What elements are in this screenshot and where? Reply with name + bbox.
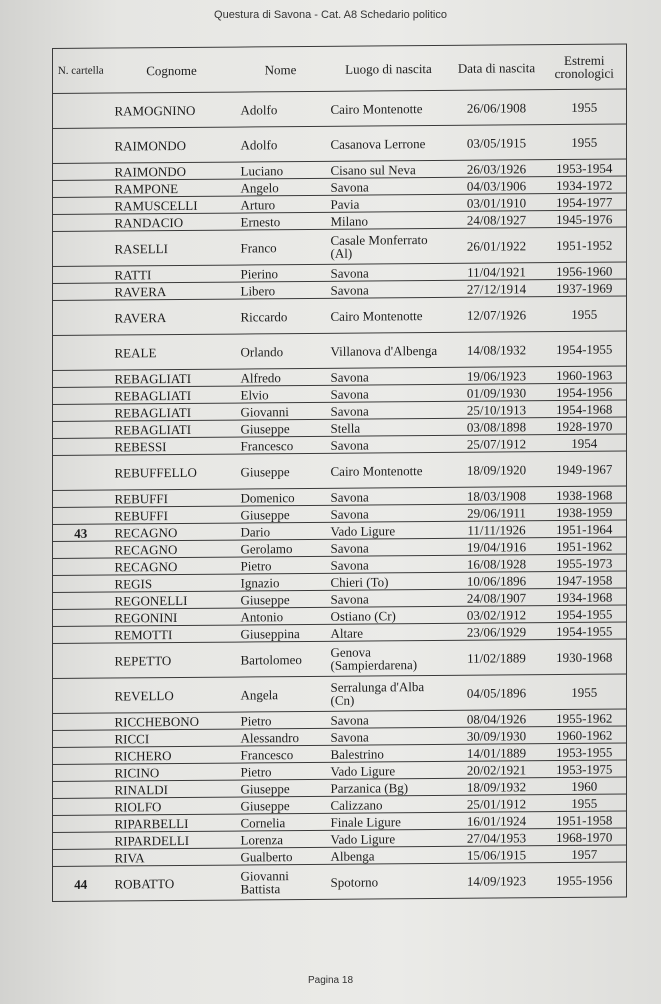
- cell-luogo: Stella: [327, 418, 451, 436]
- cell-nome: Dario: [235, 522, 327, 540]
- cell-nome: Antonio: [235, 607, 327, 625]
- cell-cognome: RECAGNO: [109, 523, 235, 541]
- cell-nome: Libero: [235, 281, 327, 299]
- cell-data: 18/03/1908: [451, 487, 543, 505]
- cell-cognome: REBESSI: [109, 437, 235, 455]
- cell-data: 25/07/1912: [451, 435, 543, 453]
- cell-nome: Francesco: [235, 436, 327, 454]
- cell-n: [53, 163, 109, 180]
- cell-n: [53, 214, 109, 231]
- table-row: [53, 296, 627, 336]
- cell-luogo: Villanova d'Albenga: [327, 332, 451, 368]
- cell-estremi: 1954-1977: [543, 193, 627, 211]
- cell-data: 14/08/1932: [451, 332, 543, 368]
- cell-n: [53, 197, 109, 214]
- cell-cognome: RAIMONDO: [109, 162, 235, 180]
- cell-cognome: REGONELLI: [109, 591, 235, 609]
- cell-cognome: RAVERA: [109, 299, 235, 335]
- cell-nome: Luciano: [235, 161, 327, 179]
- cell-luogo: Savona: [327, 504, 451, 522]
- cell-n: [53, 93, 109, 128]
- cell-cognome: ROBATTO: [109, 865, 235, 901]
- cell-cognome: REBAGLIATI: [109, 386, 235, 404]
- cell-data: 24/08/1907: [451, 589, 543, 607]
- cell-nome: Francesco: [235, 745, 327, 763]
- cell-nome: Alessandro: [235, 728, 327, 746]
- cell-nome: Orlando: [235, 333, 327, 369]
- cell-data: 20/02/1921: [451, 761, 543, 779]
- cell-nome: Giuseppe: [235, 419, 327, 437]
- cell-estremi: 1954-1955: [543, 605, 627, 623]
- cell-nome: Lorenza: [235, 830, 327, 848]
- cell-estremi: 1960-1963: [543, 366, 627, 384]
- cell-data: 03/05/1915: [451, 125, 543, 161]
- cell-n: [53, 626, 109, 643]
- cell-cognome: RAIMONDO: [109, 127, 235, 163]
- cell-estremi: 1928-1970: [543, 417, 627, 435]
- cell-estremi: 1955-1962: [543, 709, 627, 727]
- cell-nome: Pietro: [235, 711, 327, 729]
- table-body: [53, 89, 627, 902]
- cell-data: 15/06/1915: [451, 846, 543, 864]
- page-footer: Pagina 18: [307, 975, 354, 986]
- cell-cognome: RIOLFO: [109, 797, 235, 815]
- cell-n: [53, 283, 109, 300]
- cell-luogo: Casale Monferrato (Al): [327, 228, 451, 264]
- cell-cognome: RAVERA: [109, 282, 235, 300]
- table-row: [53, 331, 627, 371]
- cell-luogo: Pavia: [327, 194, 451, 212]
- cell-estremi: 1947-1958: [543, 571, 627, 589]
- cell-estremi: 1938-1968: [543, 486, 627, 504]
- table-row: [53, 89, 627, 129]
- cell-n: [53, 558, 109, 575]
- cell-luogo: Ostiano (Cr): [327, 606, 451, 624]
- cell-nome: Alfredo: [235, 368, 327, 386]
- cell-n: [53, 507, 109, 524]
- cell-data: 11/11/1926: [451, 521, 543, 539]
- cell-cognome: RICINO: [109, 763, 235, 781]
- cell-estremi: 1957: [543, 845, 627, 863]
- cell-nome: Giuseppe: [235, 796, 327, 814]
- cell-nome: Angela: [235, 676, 327, 712]
- cell-estremi: 1938-1959: [543, 503, 627, 521]
- cell-cognome: REBAGLIATI: [109, 403, 235, 421]
- cell-estremi: 1949-1967: [543, 451, 627, 487]
- table-row: [53, 674, 627, 714]
- cell-luogo: Savona: [327, 177, 451, 195]
- cell-nome: Ernesto: [235, 212, 327, 230]
- cell-data: 25/01/1912: [451, 795, 543, 813]
- cell-estremi: 1954: [543, 434, 627, 452]
- cell-data: 24/08/1927: [451, 211, 543, 229]
- cell-luogo: Vado Ligure: [327, 521, 451, 539]
- cell-luogo: Savona: [327, 487, 451, 505]
- cell-data: 25/10/1913: [451, 401, 543, 419]
- cell-estremi: 1955-1973: [543, 554, 627, 572]
- cell-cognome: RICCHEBONO: [109, 712, 235, 730]
- register-table-wrap: [52, 48, 626, 902]
- cell-n: [53, 815, 109, 832]
- cell-estremi: 1953-1975: [543, 760, 627, 778]
- cell-luogo: Savona: [327, 384, 451, 402]
- col-header-estremi: Estremi cronologici: [543, 44, 627, 90]
- cell-luogo: Savona: [327, 589, 451, 607]
- cell-data: 16/08/1928: [451, 555, 543, 573]
- cell-estremi: 1960-1962: [543, 726, 627, 744]
- cell-estremi: 1930-1968: [543, 639, 627, 675]
- cell-luogo: Cairo Montenotte: [327, 90, 451, 126]
- cell-cognome: REBUFFI: [109, 489, 235, 507]
- table-row: [53, 639, 627, 679]
- cell-estremi: 1955: [543, 794, 627, 812]
- cell-estremi: 1956-1960: [543, 262, 627, 280]
- cell-cognome: REGIS: [109, 574, 235, 592]
- cell-nome: Gualberto: [235, 847, 327, 865]
- cell-data: 10/06/1896: [451, 572, 543, 590]
- col-header-luogo: Luogo di nascita: [327, 45, 451, 91]
- cell-data: 23/06/1929: [451, 623, 543, 641]
- cell-data: 27/12/1914: [451, 280, 543, 298]
- cell-data: 14/09/1923: [451, 863, 543, 899]
- cell-nome: Gerolamo: [235, 539, 327, 557]
- cell-data: 04/05/1896: [451, 675, 543, 711]
- cell-luogo: Vado Ligure: [327, 829, 451, 847]
- cell-n: [53, 438, 109, 455]
- cell-n: [53, 128, 109, 163]
- cell-n: [53, 490, 109, 507]
- cell-n: [53, 335, 109, 370]
- cell-nome: Angelo: [235, 178, 327, 196]
- cell-cognome: REVELLO: [109, 677, 235, 713]
- cell-cognome: REBUFFELLO: [109, 454, 235, 490]
- cell-nome: Pierino: [235, 264, 327, 282]
- cell-luogo: Cisano sul Neva: [327, 160, 451, 178]
- cell-nome: Giuseppe: [235, 590, 327, 608]
- cell-luogo: Spotorno: [327, 863, 451, 899]
- cell-estremi: 1934-1968: [543, 588, 627, 606]
- cell-data: 26/06/1908: [451, 90, 543, 126]
- cell-cognome: REPETTO: [109, 642, 235, 678]
- cell-luogo: Savona: [327, 401, 451, 419]
- cell-estremi: 1951-1962: [543, 537, 627, 555]
- cell-estremi: 1955: [543, 124, 627, 160]
- cell-data: 19/04/1916: [451, 538, 543, 556]
- cell-nome: Giovanni Battista: [235, 864, 327, 900]
- cell-cognome: REALE: [109, 334, 235, 370]
- cell-cognome: RICHERO: [109, 746, 235, 764]
- cell-data: 18/09/1932: [451, 778, 543, 796]
- cell-luogo: Genova (Sampierdarena): [327, 640, 451, 676]
- col-header-n-cartella: N. cartella: [53, 48, 109, 93]
- cell-data: 29/06/1911: [451, 504, 543, 522]
- cell-data: 30/09/1930: [451, 727, 543, 745]
- cell-data: 27/04/1953: [451, 829, 543, 847]
- cell-nome: Giuseppe: [235, 505, 327, 523]
- cell-luogo: Parzanica (Bg): [327, 778, 451, 796]
- cell-data: 11/02/1889: [451, 640, 543, 676]
- table-row: [53, 227, 627, 267]
- cell-estremi: 1955: [543, 674, 627, 710]
- cell-cognome: RINALDI: [109, 780, 235, 798]
- table-header-row: [53, 44, 627, 94]
- cell-nome: Bartolomeo: [235, 641, 327, 677]
- cell-nome: Giuseppina: [235, 624, 327, 642]
- col-header-nome: Nome: [235, 46, 327, 92]
- cell-estremi: 1934-1972: [543, 176, 627, 194]
- cell-n: [53, 455, 109, 490]
- cell-estremi: 1937-1969: [543, 279, 627, 297]
- cell-cognome: RASELLI: [109, 230, 235, 266]
- cell-nome: Giuseppe: [235, 453, 327, 489]
- cell-cognome: RAMOGNINO: [109, 92, 235, 128]
- cell-cognome: RAMPONE: [109, 179, 235, 197]
- cell-cognome: REMOTTI: [109, 625, 235, 643]
- cell-nome: Ignazio: [235, 573, 327, 591]
- cell-nome: Elvio: [235, 385, 327, 403]
- cell-n: [53, 421, 109, 438]
- table-row: [53, 124, 627, 164]
- cell-luogo: Cairo Montenotte: [327, 297, 451, 333]
- cell-luogo: Casanova Lerrone: [327, 125, 451, 161]
- cell-estremi: 1954-1955: [543, 622, 627, 640]
- cell-nome: Arturo: [235, 195, 327, 213]
- cell-data: 04/03/1906: [451, 177, 543, 195]
- cell-estremi: 1955: [543, 89, 627, 125]
- cell-estremi: 1951-1958: [543, 811, 627, 829]
- cell-data: 03/01/1910: [451, 194, 543, 212]
- cell-n: [53, 643, 109, 678]
- cell-luogo: Albenga: [327, 846, 451, 864]
- cell-n: [53, 832, 109, 849]
- cell-cognome: RIPARBELLI: [109, 814, 235, 832]
- cell-luogo: Savona: [327, 538, 451, 556]
- cell-luogo: Savona: [327, 367, 451, 385]
- cell-estremi: 1968-1970: [543, 828, 627, 846]
- cell-cognome: RANDACIO: [109, 213, 235, 231]
- table-row: [53, 451, 627, 491]
- cell-n: [53, 266, 109, 283]
- cell-data: 03/08/1898: [451, 418, 543, 436]
- cell-n: [53, 541, 109, 558]
- cell-estremi: 1951-1952: [543, 227, 627, 263]
- col-header-cognome: Cognome: [109, 47, 235, 93]
- cell-n: [53, 404, 109, 421]
- cell-data: 14/01/1889: [451, 744, 543, 762]
- cell-n: [53, 764, 109, 781]
- cell-estremi: 1951-1964: [543, 520, 627, 538]
- cell-cognome: REBAGLIATI: [109, 420, 235, 438]
- cell-n: [53, 747, 109, 764]
- cell-data: 11/04/1921: [451, 263, 543, 281]
- cell-cognome: RECAGNO: [109, 540, 235, 558]
- cell-luogo: Cairo Montenotte: [327, 452, 451, 488]
- cell-n: [53, 713, 109, 730]
- cell-cognome: RATTI: [109, 265, 235, 283]
- cell-luogo: Savona: [327, 435, 451, 453]
- cell-cognome: REGONINI: [109, 608, 235, 626]
- table-row: [53, 862, 627, 902]
- cell-n: 43: [53, 524, 109, 541]
- cell-estremi: 1953-1954: [543, 159, 627, 177]
- cell-cognome: RIPARDELLI: [109, 831, 235, 849]
- cell-nome: Franco: [235, 229, 327, 265]
- cell-n: [53, 609, 109, 626]
- cell-estremi: 1954-1968: [543, 400, 627, 418]
- cell-estremi: 1955-1956: [543, 862, 627, 898]
- cell-luogo: Calizzano: [327, 795, 451, 813]
- cell-nome: Giuseppe: [235, 779, 327, 797]
- cell-nome: Cornelia: [235, 813, 327, 831]
- cell-luogo: Balestrino: [327, 744, 451, 762]
- cell-luogo: Chieri (To): [327, 572, 451, 590]
- cell-luogo: Savona: [327, 710, 451, 728]
- cell-cognome: RECAGNO: [109, 557, 235, 575]
- cell-nome: Adolfo: [235, 126, 327, 162]
- cell-estremi: 1955: [543, 296, 627, 332]
- cell-data: 08/04/1926: [451, 710, 543, 728]
- cell-cognome: RIVA: [109, 848, 235, 866]
- cell-n: [53, 798, 109, 815]
- cell-cognome: RAMUSCELLI: [109, 196, 235, 214]
- cell-nome: Pietro: [235, 762, 327, 780]
- cell-n: [53, 300, 109, 335]
- cell-luogo: Savona: [327, 263, 451, 281]
- cell-data: 12/07/1926: [451, 297, 543, 333]
- cell-data: 16/01/1924: [451, 812, 543, 830]
- cell-luogo: Savona: [327, 280, 451, 298]
- cell-n: [53, 575, 109, 592]
- cell-nome: Pietro: [235, 556, 327, 574]
- cell-nome: Riccardo: [235, 298, 327, 334]
- cell-data: 18/09/1920: [451, 452, 543, 488]
- cell-n: [53, 678, 109, 713]
- cell-data: 03/02/1912: [451, 606, 543, 624]
- cell-cognome: REBUFFI: [109, 506, 235, 524]
- cell-n: [53, 180, 109, 197]
- cell-data: 01/09/1930: [451, 384, 543, 402]
- cell-n: [53, 387, 109, 404]
- cell-luogo: Altare: [327, 623, 451, 641]
- cell-nome: Adolfo: [235, 91, 327, 127]
- cell-n: [53, 592, 109, 609]
- cell-luogo: Vado Ligure: [327, 761, 451, 779]
- cell-n: [53, 849, 109, 866]
- col-header-data: Data di nascita: [451, 45, 543, 91]
- cell-estremi: 1954-1955: [543, 331, 627, 367]
- cell-cognome: RICCI: [109, 729, 235, 747]
- page-header: Questura di Savona - Cat. A8 Schedario politico: [214, 9, 447, 21]
- cell-estremi: 1954-1956: [543, 383, 627, 401]
- cell-luogo: Savona: [327, 555, 451, 573]
- cell-nome: Domenico: [235, 488, 327, 506]
- cell-estremi: 1960: [543, 777, 627, 795]
- cell-data: 19/06/1923: [451, 367, 543, 385]
- cell-nome: Giovanni: [235, 402, 327, 420]
- register-table: [52, 43, 627, 902]
- cell-n: [53, 370, 109, 387]
- cell-luogo: Savona: [327, 727, 451, 745]
- cell-n: 44: [53, 866, 109, 901]
- cell-luogo: Serralunga d'Alba (Cn): [327, 675, 451, 711]
- cell-n: [53, 231, 109, 266]
- cell-n: [53, 730, 109, 747]
- cell-estremi: 1945-1976: [543, 210, 627, 228]
- cell-estremi: 1953-1955: [543, 743, 627, 761]
- cell-n: [53, 781, 109, 798]
- cell-data: 26/03/1926: [451, 160, 543, 178]
- cell-luogo: Finale Ligure: [327, 812, 451, 830]
- cell-cognome: REBAGLIATI: [109, 369, 235, 387]
- cell-luogo: Milano: [327, 211, 451, 229]
- cell-data: 26/01/1922: [451, 228, 543, 264]
